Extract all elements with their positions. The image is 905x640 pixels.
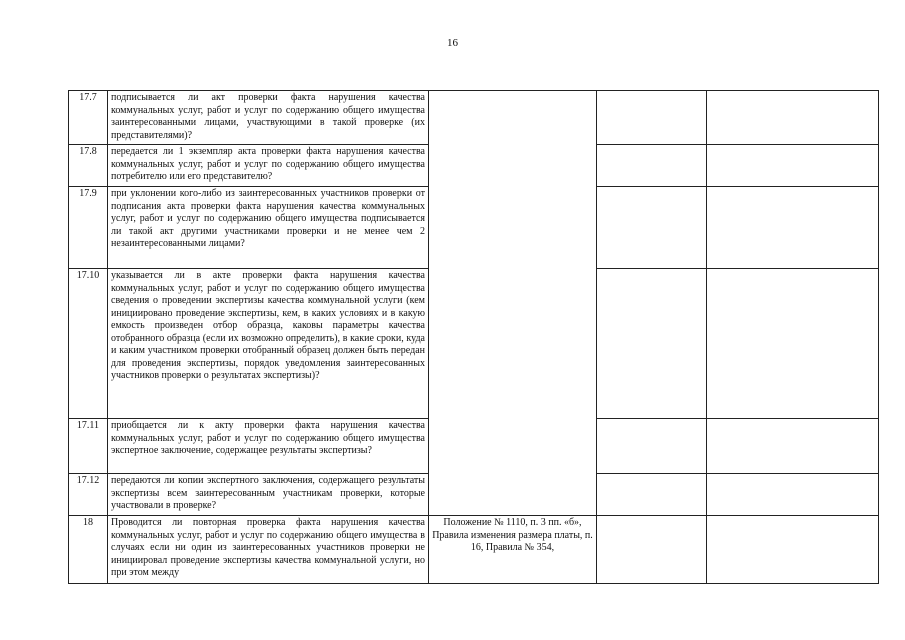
- answer-cell: [597, 419, 707, 474]
- note-cell: [707, 474, 879, 516]
- item-question: приобщается ли к акту проверки факта нарушения качества коммунальных услуг, работ и услуг по содержанию общего имущества экспертное заключение, содержащее результаты экспертизы?: [108, 419, 429, 474]
- note-cell: [707, 269, 879, 419]
- item-number: 17.11: [69, 419, 108, 474]
- item-number: 17.10: [69, 269, 108, 419]
- table-row: [69, 91, 879, 145]
- note-cell: [707, 145, 879, 187]
- item-number: 17.9: [69, 187, 108, 269]
- answer-cell: [597, 474, 707, 516]
- item-question: Проводится ли повторная проверка факта нарушения качества коммунальных услуг, работ и услуг по содержанию общего имущества в случаях если ни один из заинтересованных участников проверки не инициировал проведение экспертизы качества коммунальной услуги, но при этом между: [108, 516, 429, 584]
- answer-cell: [597, 91, 707, 145]
- answer-cell: [597, 187, 707, 269]
- item-question: передаются ли копии экспертного заключения, содержащего результаты экспертизы всем заинтересованным участникам проверки, которые участвовали в проверке?: [108, 474, 429, 516]
- item-reference: Положение № 1110, п. 3 пп. «б», Правила изменения размера платы, п. 16, Правила № 354,: [429, 516, 597, 584]
- item-question: при уклонении кого-либо из заинтересованных участников проверки от подписания акта проверки факта нарушения качества коммунальных услуг, работ и услуг по содержанию общего имущества подписывается ли такой акт другими участниками проверки и не менее чем 2 незаинтересованными лицами?: [108, 187, 429, 269]
- item-reference: [429, 91, 597, 516]
- table-row: [69, 516, 879, 584]
- item-question: подписывается ли акт проверки факта нарушения качества коммунальных услуг, работ и услуг по содержанию общего имущества заинтересованными лицами, участвующими в такой проверке (их представителями)?: [108, 91, 429, 145]
- note-cell: [707, 419, 879, 474]
- checklist-table: [68, 90, 879, 584]
- item-question: указывается ли в акте проверки факта нарушения качества коммунальных услуг, работ и услуг по содержанию общего имущества сведения о проведении экспертизы качества коммунальной услуги (кем инициировано проведение экспертизы, кем, в каких условиях и в какую емкость произведен отбор образца, каковы параметры качества отобранного образца (если их возможно определить), в какие сроки, куда и каким участником проверки отобранный образец должен быть передан для проведения экспертизы, порядок уведомления заинтересованных участников проверки о результатах экспертизы)?: [108, 269, 429, 419]
- answer-cell: [597, 145, 707, 187]
- item-number: 18: [69, 516, 108, 584]
- answer-cell: [597, 269, 707, 419]
- answer-cell: [597, 516, 707, 584]
- note-cell: [707, 187, 879, 269]
- item-number: 17.7: [69, 91, 108, 145]
- note-cell: [707, 91, 879, 145]
- item-question: передается ли 1 экземпляр акта проверки факта нарушения качества коммунальных услуг, работ и услуг по содержанию общего имущества потребителю или его представителю?: [108, 145, 429, 187]
- note-cell: [707, 516, 879, 584]
- item-number: 17.8: [69, 145, 108, 187]
- item-number: 17.12: [69, 474, 108, 516]
- page-number: 16: [447, 37, 458, 49]
